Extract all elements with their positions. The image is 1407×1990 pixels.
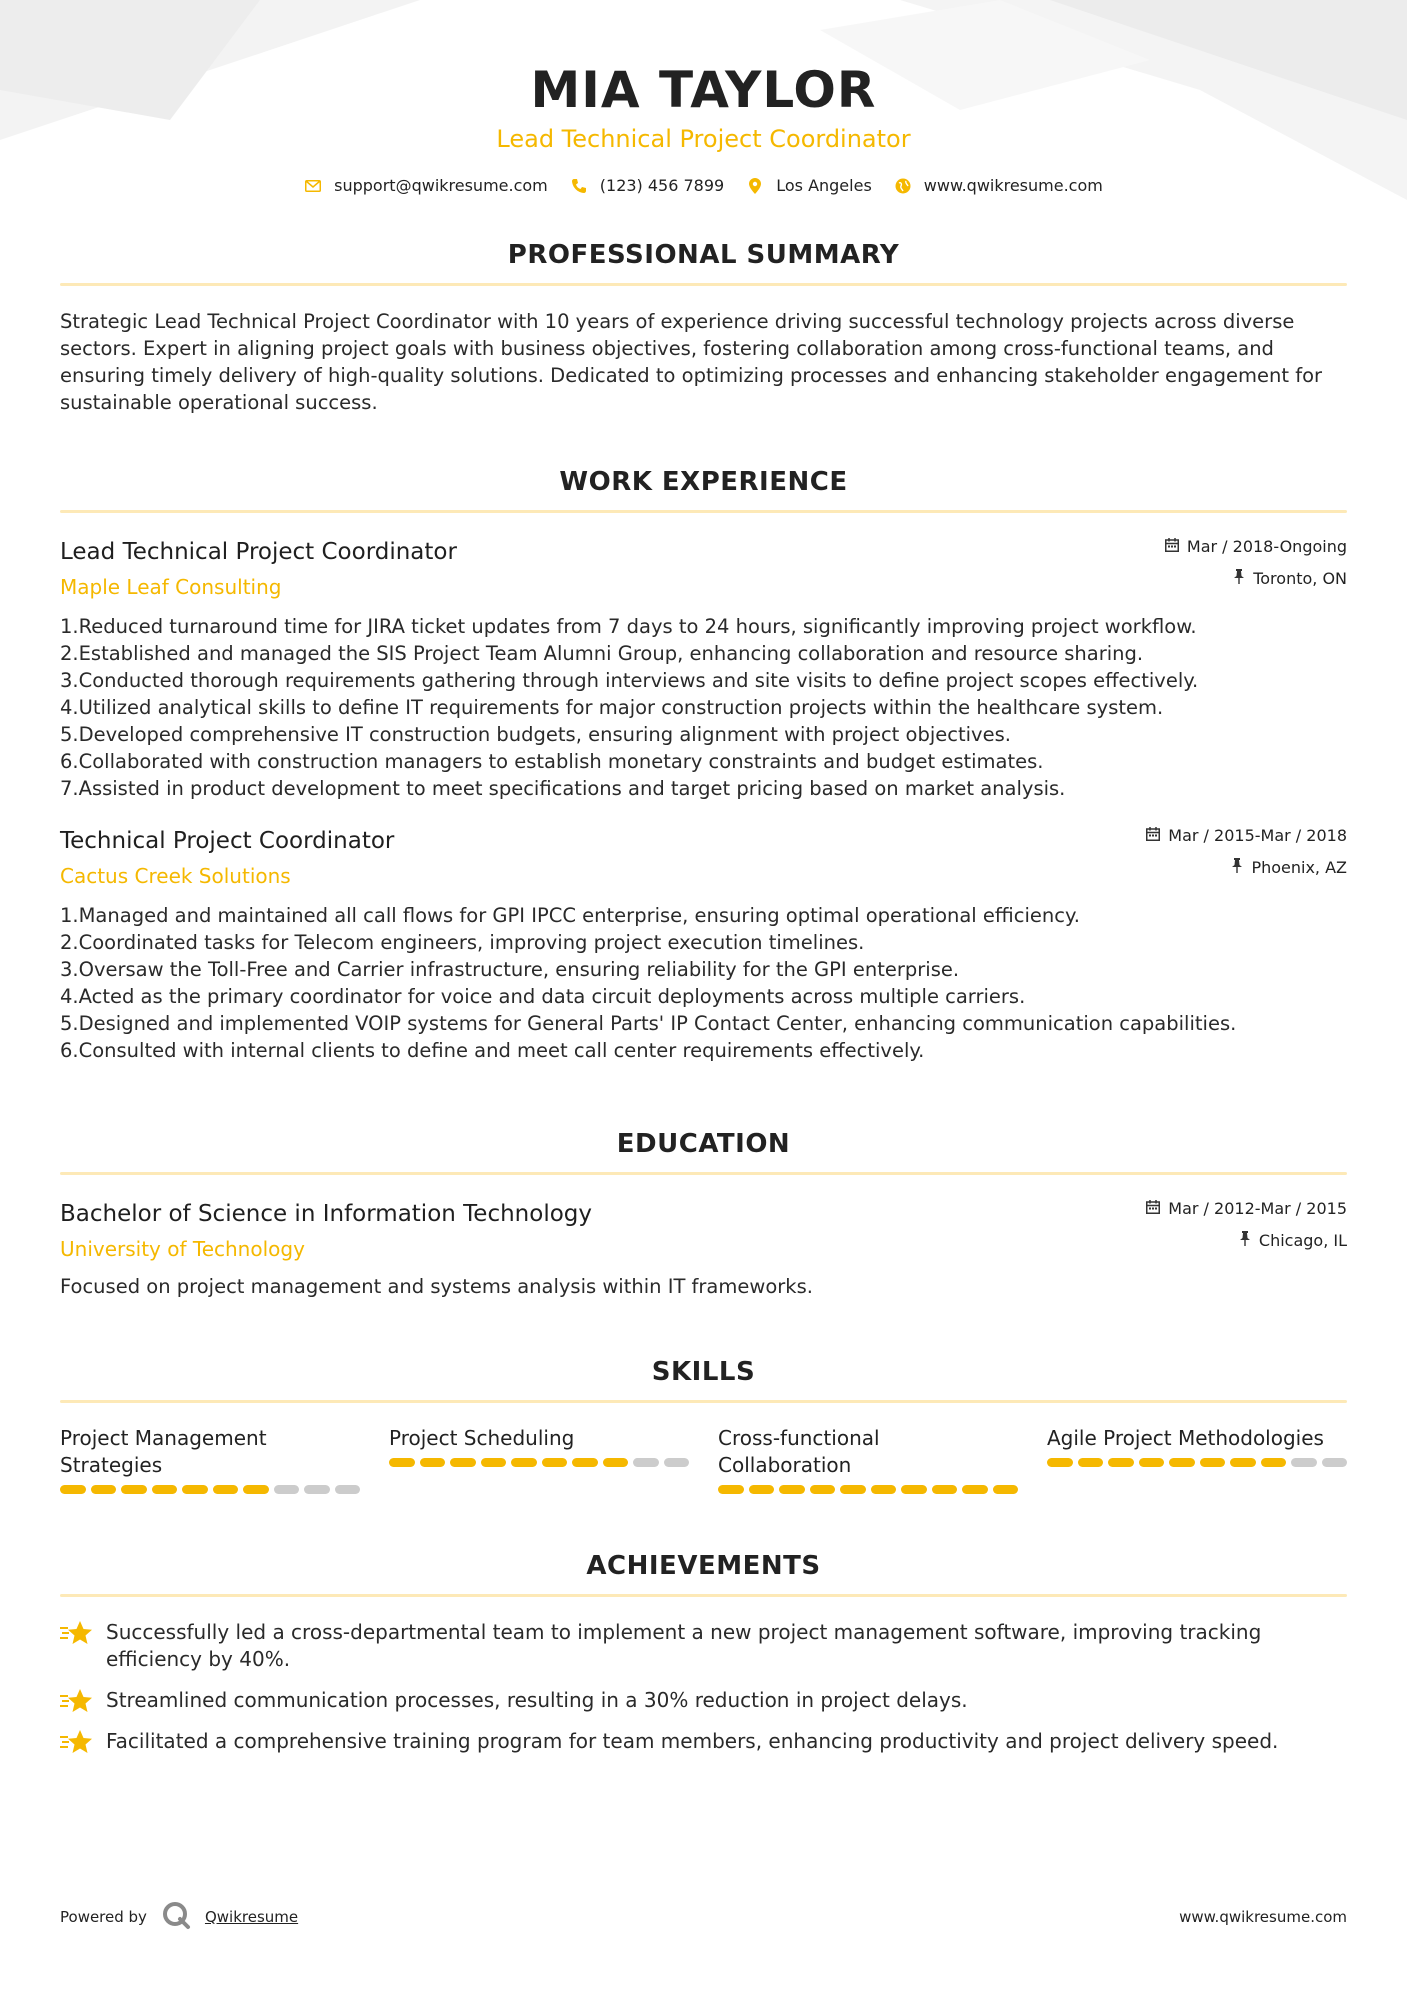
job-location: Phoenix, AZ xyxy=(1251,858,1347,877)
job-title: Lead Technical Project Coordinator xyxy=(60,539,457,565)
education-description: Focused on project management and systems analysis within IT frameworks. xyxy=(60,1275,813,1298)
page-footer xyxy=(60,1900,1347,1934)
section-divider xyxy=(60,1172,1347,1175)
section-divider xyxy=(60,1400,1347,1403)
contact-email[interactable] xyxy=(304,176,548,195)
skill-dash-filled xyxy=(1230,1458,1256,1467)
skill-dash-empty xyxy=(664,1458,690,1467)
skill-dash-filled xyxy=(243,1485,269,1494)
job-company: Maple Leaf Consulting xyxy=(60,575,282,599)
skill-dash-filled xyxy=(603,1458,629,1467)
contact-bar xyxy=(60,176,1347,195)
calendar-icon xyxy=(1165,537,1179,557)
list-item: 6. Consulted with internal clients to define and meet call center requirements effectively. xyxy=(60,1039,925,1062)
skill-level-bar xyxy=(389,1458,689,1467)
achievements-section xyxy=(60,1550,1347,1755)
skill-item xyxy=(389,1425,689,1494)
education-entry xyxy=(60,1199,1347,1300)
skill-dash-filled xyxy=(542,1458,568,1467)
list-item: 2. Established and managed the SIS Project Team Alumni Group, enhancing collaboration and resource sharing. xyxy=(60,642,1144,665)
skill-dash-empty xyxy=(1322,1458,1348,1467)
skill-dash-filled xyxy=(389,1458,415,1467)
section-divider xyxy=(60,283,1347,286)
skill-dash-filled xyxy=(481,1458,507,1467)
experience-title: WORK EXPERIENCE xyxy=(559,467,848,497)
skill-level-bar xyxy=(718,1485,1018,1494)
education-title: EDUCATION xyxy=(616,1129,791,1159)
footer-website-link[interactable]: www.qwikresume.com xyxy=(1179,1908,1347,1926)
globe-icon xyxy=(894,177,912,195)
contact-location xyxy=(746,176,872,195)
skill-dash-filled xyxy=(572,1458,598,1467)
skills-grid xyxy=(60,1425,1347,1494)
skill-dash-filled xyxy=(932,1485,958,1494)
list-item: 1. Reduced turnaround time for JIRA ticket updates from 7 days to 24 hours, significantly improving project workflow. xyxy=(60,615,1197,638)
calendar-icon xyxy=(1146,1199,1160,1219)
list-item: Streamlined communication processes, resulting in a 30% reduction in project delays. xyxy=(60,1687,1347,1714)
skill-dash-filled xyxy=(1078,1458,1104,1467)
education-section xyxy=(60,1128,1347,1300)
skill-dash-filled xyxy=(450,1458,476,1467)
skill-level-bar xyxy=(1047,1458,1347,1467)
school-name: University of Technology xyxy=(60,1237,305,1261)
shooting-star-icon xyxy=(60,1687,92,1714)
skill-item xyxy=(1047,1425,1347,1494)
degree-title: Bachelor of Science in Information Technology xyxy=(60,1201,592,1227)
candidate-role: Lead Technical Project Coordinator xyxy=(496,125,911,153)
list-item: 4. Utilized analytical skills to define IT requirements for major construction projects within the healthcare system. xyxy=(60,696,1164,719)
candidate-name: MIA TAYLOR xyxy=(530,61,877,119)
summary-section xyxy=(60,239,1347,416)
list-item: 4. Acted as the primary coordinator for voice and data circuit deployments across multiple carriers. xyxy=(60,985,1026,1008)
pushpin-icon xyxy=(1233,569,1245,589)
skill-name: Project Scheduling xyxy=(389,1426,575,1450)
skill-dash-filled xyxy=(121,1485,147,1494)
job-entry xyxy=(60,826,1347,1064)
experience-section xyxy=(60,466,1347,1064)
achievements-title: ACHIEVEMENTS xyxy=(586,1551,821,1581)
job-bullets xyxy=(60,902,1347,1064)
qwikresume-logo-icon xyxy=(161,1900,191,1934)
skill-dash-filled xyxy=(962,1485,988,1494)
skills-title: SKILLS xyxy=(651,1357,756,1387)
shooting-star-icon xyxy=(60,1728,92,1755)
skill-dash-filled xyxy=(840,1485,866,1494)
job-entry xyxy=(60,537,1347,802)
skill-dash-filled xyxy=(511,1458,537,1467)
education-location: Chicago, IL xyxy=(1258,1231,1347,1250)
skill-dash-filled xyxy=(749,1485,775,1494)
location-text: Los Angeles xyxy=(776,176,872,195)
job-bullets xyxy=(60,613,1347,802)
shooting-star-icon xyxy=(60,1619,92,1646)
job-title: Technical Project Coordinator xyxy=(60,828,395,854)
skill-dash-filled xyxy=(213,1485,239,1494)
list-item: 2. Coordinated tasks for Telecom engineers, improving project execution timelines. xyxy=(60,931,865,954)
skill-dash-filled xyxy=(993,1485,1019,1494)
skill-dash-filled xyxy=(901,1485,927,1494)
skill-dash-filled xyxy=(1139,1458,1165,1467)
skill-dash-empty xyxy=(335,1485,361,1494)
powered-by-label: Powered by xyxy=(60,1908,147,1926)
skill-dash-filled xyxy=(1108,1458,1134,1467)
qwikresume-link[interactable]: Qwikresume xyxy=(204,1908,299,1926)
list-item: 5. Developed comprehensive IT construction budgets, ensuring alignment with project objectives. xyxy=(60,723,1011,746)
map-pin-icon xyxy=(746,177,764,195)
list-item: 1. Managed and maintained all call flows for GPI IPCC enterprise, ensuring optimal operational efficiency. xyxy=(60,904,1080,927)
achievements-list xyxy=(60,1619,1347,1755)
skill-dash-filled xyxy=(420,1458,446,1467)
skill-item xyxy=(60,1425,360,1494)
job-company: Cactus Creek Solutions xyxy=(60,864,291,888)
skill-dash-filled xyxy=(60,1485,86,1494)
summary-text: Strategic Lead Technical Project Coordinator with 10 years of experience driving successful technology projects across diverse sectors. Expert in aligning project goals with business objectives, fostering collaboration among cross-functional teams, and ensuring timely delivery of high-quality solutions. Dedicated to optimizing processes and enhancing stakeholder engagement for sustainable operational success. xyxy=(60,310,1323,414)
skill-dash-filled xyxy=(718,1485,744,1494)
skill-dash-filled xyxy=(1169,1458,1195,1467)
contact-phone[interactable] xyxy=(570,176,724,195)
skill-dash-filled xyxy=(1047,1458,1073,1467)
skill-dash-filled xyxy=(810,1485,836,1494)
skill-level-bar xyxy=(60,1485,360,1494)
skill-dash-filled xyxy=(1261,1458,1287,1467)
calendar-icon xyxy=(1146,826,1160,846)
list-item: 7. Assisted in product development to meet specifications and target pricing based on market analysis. xyxy=(60,777,1066,800)
skill-dash-empty xyxy=(1291,1458,1317,1467)
envelope-icon xyxy=(304,177,322,195)
skill-dash-filled xyxy=(1200,1458,1226,1467)
website-text: www.qwikresume.com xyxy=(923,176,1103,195)
skill-item xyxy=(718,1425,1018,1494)
skill-dash-empty xyxy=(304,1485,330,1494)
job-dates: Mar / 2015-Mar / 2018 xyxy=(1168,826,1347,845)
skill-name: Agile Project Methodologies xyxy=(1047,1426,1324,1450)
skill-dash-filled xyxy=(152,1485,178,1494)
phone-icon xyxy=(570,177,588,195)
skill-dash-filled xyxy=(871,1485,897,1494)
list-item: 3. Oversaw the Toll-Free and Carrier infrastructure, ensuring reliability for the GPI enterprise. xyxy=(60,958,960,981)
skill-dash-empty xyxy=(633,1458,659,1467)
list-item: 5. Designed and implemented VOIP systems for General Parts' IP Contact Center, enhancing communication capabilities. xyxy=(60,1012,1237,1035)
skill-dash-filled xyxy=(182,1485,208,1494)
list-item: 3. Conducted thorough requirements gathering through interviews and site visits to define project scopes effectively. xyxy=(60,669,1199,692)
section-divider xyxy=(60,1594,1347,1597)
education-dates: Mar / 2012-Mar / 2015 xyxy=(1168,1199,1347,1218)
email-text: support@qwikresume.com xyxy=(334,176,548,195)
pushpin-icon xyxy=(1239,1231,1251,1251)
list-item: 6. Collaborated with construction managers to establish monetary constraints and budget estimates. xyxy=(60,750,1044,773)
list-item: Successfully led a cross-departmental team to implement a new project management software, improving tracking efficiency by 40%. xyxy=(60,1619,1347,1673)
skill-name: Project Management Strategies xyxy=(60,1426,267,1477)
section-divider xyxy=(60,510,1347,513)
phone-text: (123) 456 7899 xyxy=(599,176,725,195)
skill-name: Cross-functional Collaboration xyxy=(718,1426,880,1477)
pushpin-icon xyxy=(1231,858,1243,878)
job-dates: Mar / 2018-Ongoing xyxy=(1186,537,1347,556)
job-location: Toronto, ON xyxy=(1253,569,1347,588)
summary-title: PROFESSIONAL SUMMARY xyxy=(507,240,900,270)
skills-section xyxy=(60,1356,1347,1494)
list-item: Facilitated a comprehensive training program for team members, enhancing productivity and project delivery speed. xyxy=(60,1728,1347,1755)
skill-dash-empty xyxy=(274,1485,300,1494)
contact-website[interactable] xyxy=(894,176,1103,195)
skill-dash-filled xyxy=(779,1485,805,1494)
skill-dash-filled xyxy=(91,1485,117,1494)
